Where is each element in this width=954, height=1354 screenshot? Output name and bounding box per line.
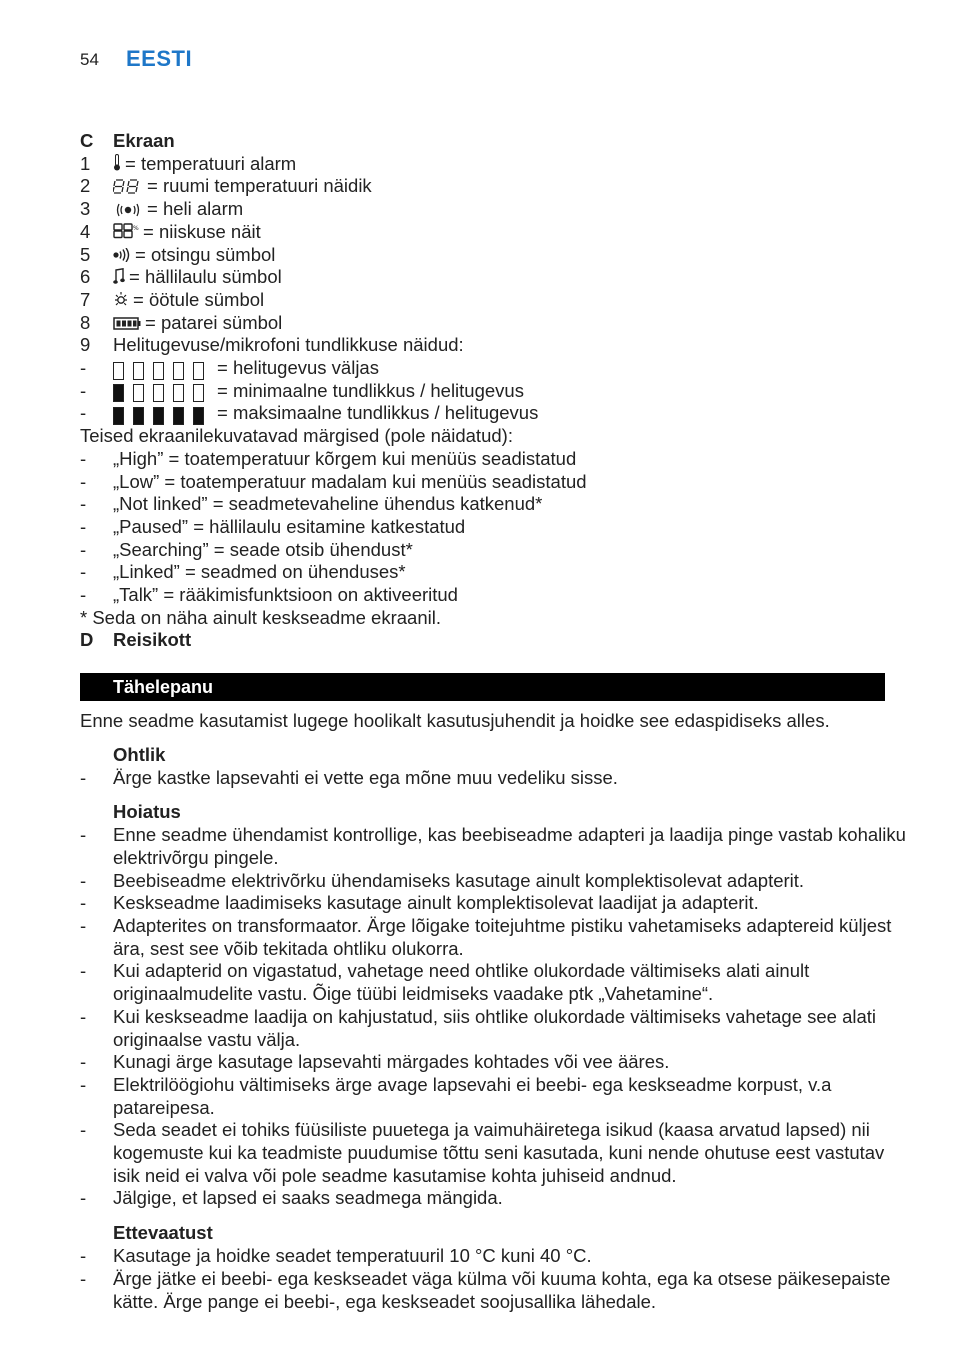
bullet-text: elektrivõrgu pingele.	[113, 846, 279, 868]
item-text: = ruumi temperatuuri näidik	[147, 175, 372, 197]
bullet-text: Jälgige, et lapsed ei saaks seadmega mängida.	[113, 1187, 503, 1209]
bullet: -	[80, 767, 87, 789]
item-text-wrap	[113, 243, 275, 268]
meter-text-wrap	[113, 356, 379, 381]
bullet: -	[80, 869, 87, 891]
item-number: 3	[80, 198, 91, 220]
item-text: = niiskuse näit	[143, 220, 261, 242]
item-text-wrap	[113, 333, 464, 356]
item-text-wrap	[113, 265, 282, 290]
bullet: -	[80, 470, 87, 492]
item-text: „High” = toatemperatuur kõrgem kui menüüs seadistatud	[113, 447, 577, 469]
section-letter: C	[80, 130, 94, 151]
item-text: „Paused” = hällilaulu esitamine katkestatud	[113, 515, 466, 537]
bullet-text: originaalmudelite vastu. Õige tüübi leidmiseks vaadake ptk „Vahetamine“.	[113, 983, 714, 1005]
bullet: -	[80, 379, 87, 401]
bullet: -	[80, 561, 87, 583]
item-text: „Low” = toatemperatuur madalam kui menüüs seadistatud	[113, 470, 587, 492]
bullet: -	[80, 1187, 87, 1209]
bullet-text: Seda seadet ei tohiks füüsiliste puuetega ja vaimuhäiretega isikud (kaasa arvatud lapsed) nii	[113, 1119, 870, 1141]
item-text-wrap	[113, 152, 296, 177]
bullet: -	[80, 1005, 87, 1027]
bullet: -	[80, 493, 87, 515]
volume-meter-icon	[113, 358, 213, 381]
section-heading-text: Tähelepanu	[113, 677, 214, 697]
bullet: -	[80, 915, 87, 936]
meter-segment	[153, 362, 164, 380]
bullet-text: Enne seadme ühendamist kontrollige, kas beebiseadme adapteri ja laadija pinge vastab kohaliku	[113, 824, 906, 846]
meter-segment	[113, 407, 124, 425]
item-text-wrap	[113, 174, 372, 199]
item-text: = heli alarm	[147, 198, 244, 220]
subsection-title: Hoiatus	[113, 801, 181, 822]
meter-segment	[153, 407, 164, 425]
humidity-icon	[113, 221, 139, 244]
meter-segment	[113, 362, 124, 380]
paragraph: Enne seadme kasutamist lugege hoolikalt kasutusjuhendit ja hoidke see edaspidiseks alles.	[80, 710, 830, 731]
item-number: 6	[80, 266, 91, 288]
bullet: -	[80, 538, 87, 560]
search-signal-icon	[113, 244, 131, 267]
subsection-title: Ohtlik	[113, 744, 166, 765]
item-text: = öötule sümbol	[133, 288, 265, 310]
item-number: 1	[80, 152, 91, 174]
bullet: -	[80, 1119, 87, 1141]
bullet: -	[80, 960, 87, 982]
item-number: 2	[80, 175, 91, 197]
bullet-text: Kui keskseadme laadija on kahjustatud, siis ohtlike olukordade vältimiseks vahetage see alati	[113, 1005, 877, 1027]
item-text: = hällilaulu sümbol	[129, 266, 282, 288]
meter-segment	[173, 362, 184, 380]
bullet-text: Beebiseadme elektrivõrku ühendamiseks kasutage ainult komplektisolevat adapterit.	[113, 869, 805, 891]
bullet: -	[80, 1051, 87, 1073]
section-letter: D	[80, 629, 94, 651]
item-text-wrap	[113, 288, 264, 313]
bullet-text: kätte. Ärge pange ei beebi-, ega keskseadet soojusallika lähedale.	[113, 1290, 657, 1312]
bullet-text: Ärge kastke lapsevahti ei vette ega mõne muu vedeliku sisse.	[113, 767, 618, 789]
bullet: -	[80, 892, 87, 914]
meter-segment	[153, 384, 164, 402]
meter-text-wrap	[113, 401, 538, 426]
music-note-icon	[113, 267, 125, 290]
bullet-text: kogemuste kui ka teadmiste puudumise tõttu seni kasutada, kuni nende ohutuse eest vastutav	[113, 1142, 885, 1163]
item-text-wrap	[113, 311, 282, 336]
subsection-title: Ettevaatust	[113, 1222, 213, 1243]
item-text-wrap	[113, 197, 243, 222]
bullet-text: ära, sest see võib tekitada ohtliku olukorra.	[113, 937, 464, 959]
section-title: Ekraan	[113, 130, 175, 151]
meter-segment	[133, 384, 144, 402]
item-text: „Searching” = seade otsib ühendust*	[113, 538, 413, 560]
item-text: „Linked” = seadmed on ühenduses*	[113, 561, 406, 583]
bullet-text: Adapterites on transformaator. Ärge lõigake toitejuhtme pistiku vahetamiseks adaptereid küljest	[113, 915, 892, 936]
meter-segment	[193, 362, 204, 380]
meter-segment	[193, 407, 204, 425]
meter-text: = helitugevus väljas	[217, 357, 379, 378]
bullet-text: Kunagi ärge kasutage lapsevahti märgades kohtades või vee ääres.	[113, 1051, 670, 1073]
bullet: -	[80, 824, 87, 846]
meter-segment	[173, 407, 184, 425]
bullet-text: Kui adapterid on vigastatud, vahetage need ohtlike olukordade vältimiseks alati ainult	[113, 960, 810, 982]
language-heading: EESTI	[126, 46, 193, 71]
battery-icon	[113, 312, 141, 335]
meter-text-wrap	[113, 379, 524, 404]
item-text: Helitugevuse/mikrofoni tundlikkuse näidud:	[113, 334, 464, 356]
bullet: -	[80, 1267, 87, 1289]
volume-meter-icon	[113, 403, 213, 426]
meter-segment	[173, 384, 184, 402]
bullet-text: originaalse vastu välja.	[113, 1028, 301, 1050]
bullet-text: isik neid ei valva või pole seadme kasutamise kohta juhiseid andnud.	[113, 1164, 677, 1186]
item-text: = otsingu sümbol	[135, 243, 276, 265]
item-text: „Not linked” = seadmetevaheline ühendus katkenud*	[113, 493, 543, 515]
bullet: -	[80, 584, 87, 605]
seven-segment-icon	[113, 176, 143, 199]
meter-text: = maksimaalne tundlikkus / helitugevus	[217, 402, 539, 424]
page-number: 54	[80, 50, 99, 69]
sound-alarm-icon	[113, 199, 143, 222]
item-text: = temperatuuri alarm	[125, 152, 297, 174]
bullet: -	[80, 357, 87, 378]
item-number: 4	[80, 220, 91, 242]
item-number: 8	[80, 311, 91, 333]
item-number: 7	[80, 288, 91, 310]
meter-segment	[133, 362, 144, 380]
bullet: -	[80, 1245, 87, 1267]
item-text: = patarei sümbol	[145, 311, 283, 333]
meter-segment	[133, 407, 144, 425]
section-heading-bar	[80, 673, 885, 701]
volume-meter-icon	[113, 380, 213, 403]
meter-segment	[113, 384, 124, 402]
bullet: -	[80, 447, 87, 469]
bullet-text: Keskseadme laadimiseks kasutage ainult komplektisolevat laadijat ja adapterit.	[113, 892, 759, 914]
meter-text: = minimaalne tundlikkus / helitugevus	[217, 379, 524, 401]
svg-text:%: %	[133, 225, 139, 233]
meter-segment	[193, 384, 204, 402]
thermometer-icon	[113, 153, 121, 176]
bullet-text: Ärge jätke ei beebi- ega keskseadet väga külma või kuuma kohta, ega ka otsese päikesepaiste	[113, 1267, 891, 1289]
bullet-text: Elektrilöögiohu vältimiseks ärge avage lapsevahi ei beebi- ega keskseadme korpust, v.a	[113, 1073, 832, 1095]
bullet: -	[80, 402, 87, 424]
item-number: 9	[80, 334, 91, 356]
footnote-text: * Seda on näha ainult keskseadme ekraanil.	[80, 606, 441, 628]
bullet-text: Kasutage ja hoidke seadet temperatuuril 10 °C kuni 40 °C.	[113, 1245, 592, 1267]
section-title: Reisikott	[113, 629, 192, 651]
item-number: 5	[80, 243, 91, 265]
item-text: „Talk” = rääkimisfunktsioon on aktiveeritud	[113, 584, 458, 605]
bullet: -	[80, 1073, 87, 1095]
paragraph: Teised ekraanilekuvatavad märgised (pole näidatud):	[80, 425, 513, 447]
bullet: -	[80, 515, 87, 537]
night-light-icon	[113, 290, 129, 313]
item-text-wrap	[113, 220, 261, 245]
bullet-text: patareipesa.	[113, 1096, 215, 1118]
